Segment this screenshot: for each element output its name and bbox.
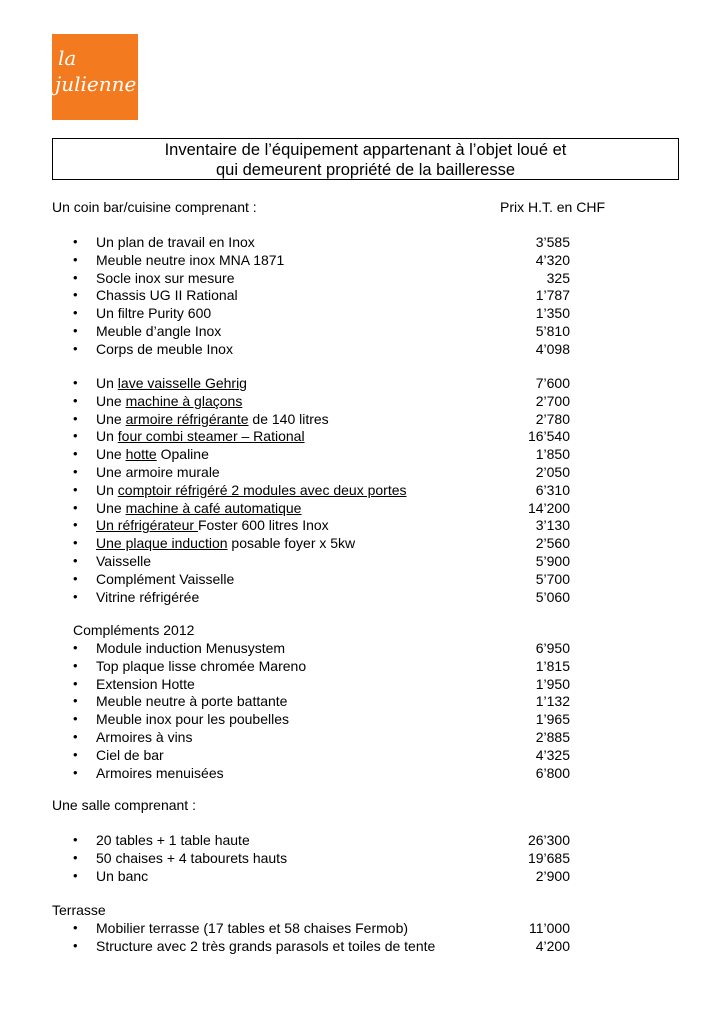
list-item (0, 286, 725, 304)
item-name: Corps de meuble Inox (96, 340, 233, 357)
item-name (96, 374, 247, 392)
item-name: Un banc (96, 867, 149, 884)
list-item (0, 657, 725, 675)
bullet: • (73, 849, 78, 865)
item-price: 19’685 (527, 849, 570, 866)
list-item (0, 251, 725, 269)
list-item (0, 764, 725, 782)
bullet: • (73, 867, 78, 883)
item-price: 4’098 (535, 340, 570, 357)
item-price: 16’540 (527, 428, 570, 445)
list-item (0, 675, 725, 693)
item-name: Structure avec 2 très grands parasols et toiles de tente (96, 937, 436, 954)
item-name-underlined: hotte (125, 446, 157, 463)
list-item (0, 322, 725, 340)
item-name-underlined: machine à glaçons (125, 392, 243, 409)
terrasse-heading: Terrasse (52, 902, 106, 918)
title-line-1: Inventaire de l’équipement appartenant à l’objet loué et (164, 141, 567, 159)
item-name-part: Une (96, 499, 126, 516)
item-price: 2’885 (535, 729, 570, 745)
bullet: • (73, 535, 78, 551)
item-price: 6’310 (535, 481, 570, 498)
item-name (96, 445, 209, 463)
item-name: Mobilier terrasse (17 tables et 58 chaises Fermob) (96, 920, 409, 936)
bullet: • (73, 675, 78, 691)
item-name: Extension Hotte (96, 675, 195, 692)
item-price: 5’810 (535, 323, 570, 339)
list-item (0, 919, 725, 937)
item-name: Top plaque lisse chromée Mareno (96, 657, 307, 674)
item-name-part: Vaisselle (96, 553, 151, 569)
list-item (0, 340, 725, 358)
bullet: • (73, 937, 78, 953)
list-item (0, 867, 725, 885)
item-name-part: Une armoire murale (96, 464, 220, 480)
bullet: • (73, 920, 78, 935)
list-item (0, 445, 725, 463)
bar-section-heading: Un coin bar/cuisine comprenant : (52, 199, 257, 215)
bullet: • (73, 640, 78, 655)
bullet: • (73, 287, 78, 303)
item-name-underlined: armoire réfrigérante (125, 410, 249, 427)
item-name: Meuble d’angle Inox (96, 323, 222, 339)
list-item (0, 427, 725, 445)
item-price: 2’560 (535, 535, 570, 552)
item-price: 4’320 (535, 251, 570, 268)
item-price: 1’787 (535, 287, 570, 304)
document-title (52, 138, 679, 180)
list-item (0, 463, 725, 481)
item-name (96, 463, 220, 481)
item-name-part: Une (96, 392, 126, 409)
item-price: 1’815 (535, 657, 570, 674)
item-price: 5’700 (535, 570, 570, 587)
bullet: • (73, 588, 78, 604)
item-name-part: Opaline (156, 446, 209, 463)
item-price: 1’850 (535, 446, 570, 463)
item-name-part: Une (96, 410, 126, 427)
item-name: Armoires menuisées (96, 764, 224, 781)
bullet: • (73, 553, 78, 568)
item-price: 4’200 (535, 937, 570, 954)
item-price: 1’950 (535, 675, 570, 692)
item-price: 1’965 (535, 711, 570, 728)
item-price: 1’132 (535, 693, 570, 710)
bullet: • (73, 481, 78, 497)
item-name: Ciel de bar (96, 746, 164, 763)
item-name-part: Un (96, 428, 118, 445)
bullet: • (73, 428, 78, 444)
list-item (0, 374, 725, 392)
bullet: • (73, 375, 78, 390)
item-price: 4’325 (535, 746, 570, 763)
bullet: • (73, 251, 78, 267)
item-name: Meuble neutre à porte battante (96, 693, 288, 710)
bullet: • (73, 446, 78, 462)
item-name-part: posable foyer x 5kw (227, 535, 356, 552)
item-name-part: Une (96, 446, 126, 463)
bullet: • (73, 269, 78, 285)
item-name (96, 534, 355, 552)
bullet: • (73, 764, 78, 780)
item-name-part: Vitrine réfrigérée (96, 588, 200, 605)
item-name (96, 427, 305, 445)
item-name: Socle inox sur mesure (96, 269, 235, 286)
list-item (0, 481, 725, 499)
item-name (96, 570, 234, 588)
item-name-part: Un (96, 375, 118, 391)
item-name: Un filtre Purity 600 (96, 305, 212, 322)
bullet: • (73, 499, 78, 515)
list-item (0, 692, 725, 710)
item-name-underlined: four combi steamer – Rational (117, 428, 305, 445)
item-name: Chassis UG II Rational (96, 287, 238, 304)
list-item (0, 746, 725, 764)
salle-heading: Une salle comprenant : (52, 797, 196, 813)
item-price: 5’060 (535, 588, 570, 605)
bullet: • (73, 693, 78, 709)
item-price: 26’300 (527, 832, 570, 848)
item-price: 1’350 (535, 305, 570, 322)
bullet: • (73, 570, 78, 586)
bullet: • (73, 464, 78, 479)
item-price: 2’700 (535, 392, 570, 409)
item-name: Un plan de travail en Inox (96, 234, 255, 250)
item-price: 3’130 (535, 517, 570, 534)
item-name: 20 tables + 1 table haute (96, 832, 250, 848)
item-name: Module induction Menusystem (96, 640, 286, 656)
list-item (0, 269, 725, 287)
item-name: Meuble inox pour les poubelles (96, 711, 290, 728)
list-item (0, 831, 725, 849)
item-name-underlined: comptoir réfrigéré 2 modules avec deux portes (117, 481, 407, 498)
item-price: 3’585 (535, 234, 570, 250)
item-name (96, 410, 329, 428)
item-name-underlined: Une plaque induction (96, 535, 228, 552)
list-item (0, 639, 725, 657)
bullet: • (73, 657, 78, 673)
list-item (0, 588, 725, 606)
item-price: 2’050 (535, 464, 570, 480)
logo-line-2: julienne (55, 72, 137, 96)
item-price: 7’600 (535, 375, 570, 391)
title-line-2: qui demeurent propriété de la bailleresse (215, 161, 515, 179)
bullet: • (73, 305, 78, 321)
list-item (0, 570, 725, 588)
item-price: 2’900 (535, 867, 570, 884)
bullet: • (73, 517, 78, 533)
item-price: 325 (546, 269, 570, 286)
item-name-part: Foster 600 litres Inox (197, 517, 329, 534)
bullet: • (73, 746, 78, 762)
item-name-underlined: lave vaisselle Gehrig (117, 375, 247, 391)
item-name (96, 481, 407, 499)
list-item (0, 849, 725, 867)
item-name: Armoires à vins (96, 729, 193, 745)
complements-heading: Compléments 2012 (73, 622, 195, 638)
bullet: • (73, 392, 78, 408)
item-price: 2’780 (535, 410, 570, 427)
item-name: 50 chaises + 4 tabourets hauts (96, 849, 288, 866)
item-price: 14’200 (527, 499, 570, 516)
price-column-header: Prix H.T. en CHF (499, 199, 605, 215)
list-item (0, 728, 725, 746)
list-item (0, 499, 725, 517)
bullet: • (73, 234, 78, 249)
item-name-part: Un (96, 481, 118, 498)
item-name (96, 588, 199, 606)
list-item (0, 410, 725, 428)
bullet: • (73, 729, 78, 744)
list-item (0, 516, 725, 534)
item-name (96, 516, 329, 534)
bullet: • (73, 832, 78, 847)
item-name-part: de 140 litres (248, 410, 329, 427)
list-item (0, 304, 725, 322)
item-name (96, 499, 301, 517)
bullet: • (73, 323, 78, 338)
bullet: • (73, 340, 78, 356)
item-price: 5’900 (535, 553, 570, 569)
item-name: Meuble neutre inox MNA 1871 (96, 251, 285, 268)
list-item (0, 392, 725, 410)
bullet: • (73, 711, 78, 727)
list-item (0, 534, 725, 552)
list-item (0, 552, 725, 570)
logo-line-1: la (58, 46, 77, 70)
item-name-underlined: Un réfrigérateur (96, 517, 198, 534)
list-item (0, 233, 725, 251)
item-name-underlined: machine à café automatique (125, 499, 302, 516)
item-price: 11’000 (528, 920, 570, 936)
item-price: 6’950 (535, 640, 570, 656)
item-name (96, 552, 151, 570)
item-name (96, 392, 242, 410)
la-julienne-logo (52, 34, 138, 120)
list-item (0, 710, 725, 728)
bullet: • (73, 410, 78, 426)
list-item (0, 937, 725, 955)
item-price: 6’800 (535, 764, 570, 781)
item-name-part: Complément Vaisselle (96, 570, 235, 587)
